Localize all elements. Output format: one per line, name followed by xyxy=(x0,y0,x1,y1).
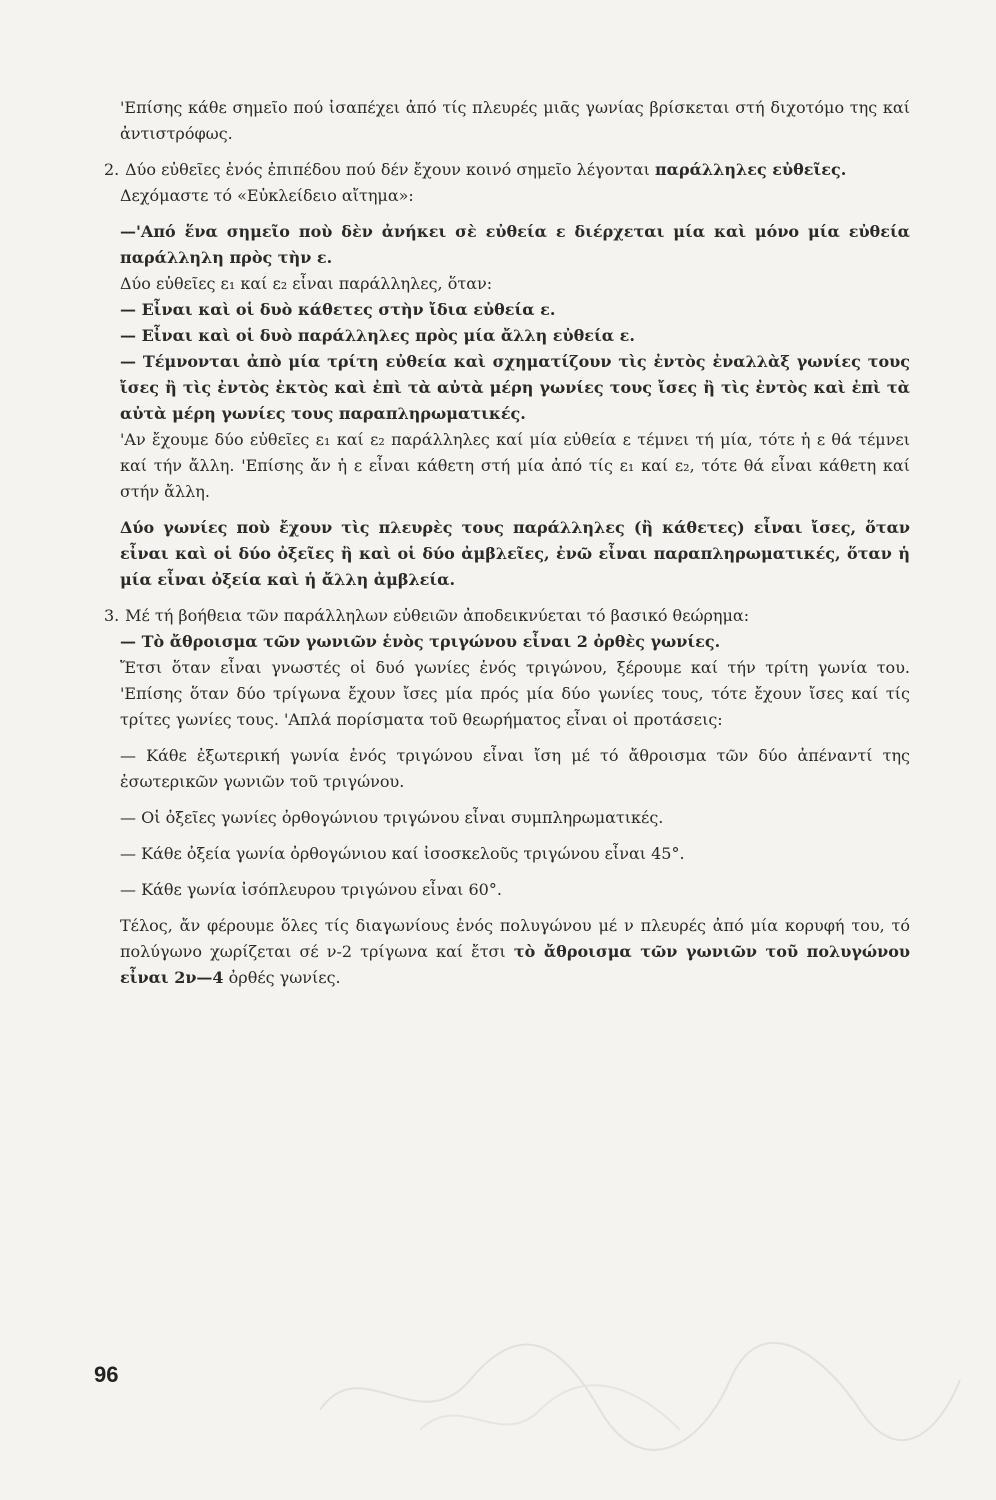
page-number: 96 xyxy=(94,1362,119,1387)
corollary-equilateral: — Κάθε γωνία ἰσόπλευρου τριγώνου εἶναι 60°. xyxy=(120,880,502,899)
paragraph-angles-parallel-sides: Δύο γωνίες ποὺ ἔχουν τὶς πλευρὲς τους παράλληλες (ἢ κάθετες) εἶναι ἴσες, ὅταν εἶναι καὶ οἱ δύο ὀξεῖες ἢ καὶ οἱ δύο ἀμβλεῖες, ἐνῶ εἶναι παραπληρωματικές, ὅταν ἡ μία εἶναι ὀξεία καὶ ἡ ἄλλη ἀμβλεία. xyxy=(120,518,910,589)
paragraph-corollaries-intro: Ἔτσι ὅταν εἶναι γνωστές οἱ δυό γωνίες ἑνός τριγώνου, ξέρουμε καί τήν τρίτη γωνία του. 'Επίσης ὅταν δύο τρίγωνα ἔχουν ἴσες μία πρός μία δύο γωνίες τους, τότε ἔχουν ἴσες καί τίς τρίτες γωνίες τους. 'Απλά πορίσματα τοῦ θεωρήματος εἶναι οἱ προτάσεις: xyxy=(120,658,910,729)
corollary-isosceles-right: — Κάθε ὀξεία γωνία ὀρθογώνιου καί ἰσοσκελοῦς τριγώνου εἶναι 45°. xyxy=(120,844,685,863)
polygon-text-a: Τέλος, ἄν φέρουμε ὅλες τίς διαγωνίους ἑνός πολυγώνου μέ ν πλευρές ἀπό μία κορυφή του, τό πολύγωνο χωρίζεται σέ ν-2 τρίγωνα καί ἔτσι xyxy=(120,916,910,961)
basic-theorem-intro-text: Μέ τή βοήθεια τῶν παράλληλων εὐθειῶν ἀποδεικνύεται τό βασικό θεώρημα: xyxy=(125,606,750,625)
parallel-term: παράλληλες εὐθεῖες. xyxy=(654,160,847,179)
corollary-right-triangle: — Οἱ ὀξεῖες γωνίες ὀρθογώνιου τριγώνου εἶναι συμπληρωματικές. xyxy=(120,808,664,827)
condition-perpendicular: — Εἶναι καὶ οἱ δυὸ κάθετες στὴν ἴδια εὐθεία ε. xyxy=(120,300,556,319)
paragraph-bisector: 'Επίσης κάθε σημεῖο πού ἰσαπέχει ἀπό τίς πλευρές μιᾶς γωνίας βρίσκεται στή διχοτόμο της καί ἀντιστρόφως. xyxy=(120,98,910,143)
faint-handwriting-scribble xyxy=(300,1320,980,1460)
paragraph-basic-theorem-intro xyxy=(104,603,910,629)
polygon-angle-sum-formula: τὸ ἄθροισμα τῶν γωνιῶν τοῦ πολυγώνου εἶναι 2ν—4 xyxy=(120,942,911,987)
paragraph-transversal-property: 'Αν ἔχουμε δύο εὐθεῖες ε₁ καί ε₂ παράλληλες καί μία εὐθεία ε τέμνει τή μία, τότε ἡ ε θά τέμνει καί τήν ἄλλη. 'Επίσης ἄν ἡ ε εἶναι κάθετη στή μία ἀπό τίς ε₁ καί ε₂, τότε θά εἶναι κάθετη καί στήν ἄλλη. xyxy=(120,430,910,501)
euclid-postulate: —'Από ἕνα σημεῖο ποὺ δὲν ἀνήκει σὲ εὐθεία ε διέρχεται μία καὶ μόνο μία εὐθεία παράλληλη πρὸς τὴν ε. xyxy=(120,222,910,267)
triangle-angle-sum-theorem: — Τὸ ἄθροισμα τῶν γωνιῶν ἑνὸς τριγώνου εἶναι 2 ὀρθὲς γωνίες. xyxy=(120,632,721,651)
corollary-exterior-angle: — Κάθε ἐξωτερική γωνία ἑνός τριγώνου εἶναι ἴση μέ τό ἄθροισμα τῶν δύο ἀπέναντί της ἐσωτερικῶν γωνιῶν τοῦ τριγώνου. xyxy=(120,746,910,791)
paragraph-parallel-conditions: Δύο εὐθεῖες ε₁ καί ε₂ εἶναι παράλληλες, ὅταν: xyxy=(120,274,493,293)
polygon-text-c: ὀρθές γωνίες. xyxy=(228,968,341,987)
paragraph-polygon-angle-sum xyxy=(120,913,910,991)
parallel-definition-text: Δύο εὐθεῖες ἑνός ἐπιπέδου πού δέν ἔχουν κοινό σημεῖο λέγονται xyxy=(125,160,650,179)
paragraph-parallel-definition xyxy=(104,157,910,183)
section-number-3: 3. xyxy=(104,606,120,625)
condition-transversal: — Τέμνονται ἀπὸ μία τρίτη εὐθεία καὶ σχηματίζουν τὶς ἐντὸς ἐναλλὰξ γωνίες τους ἴσες ἢ τὶς ἐντὸς ἐκτὸς καὶ ἐπὶ τὰ αὐτὰ μέρη γωνίες τους ἴσες ἢ τὶς ἐντὸς καὶ ἐπὶ τὰ αὐτὰ μέρη γωνίες τους παραπληρωματικές. xyxy=(120,352,910,423)
page-body xyxy=(104,95,911,991)
paragraph-euclid-intro: Δεχόμαστε τό «Εὐκλείδειο αἴτημα»: xyxy=(120,186,414,205)
condition-parallel: — Εἶναι καὶ οἱ δυὸ παράλληλες πρὸς μία ἄλλη εὐθεία ε. xyxy=(120,326,635,345)
section-number-2: 2. xyxy=(104,160,120,179)
